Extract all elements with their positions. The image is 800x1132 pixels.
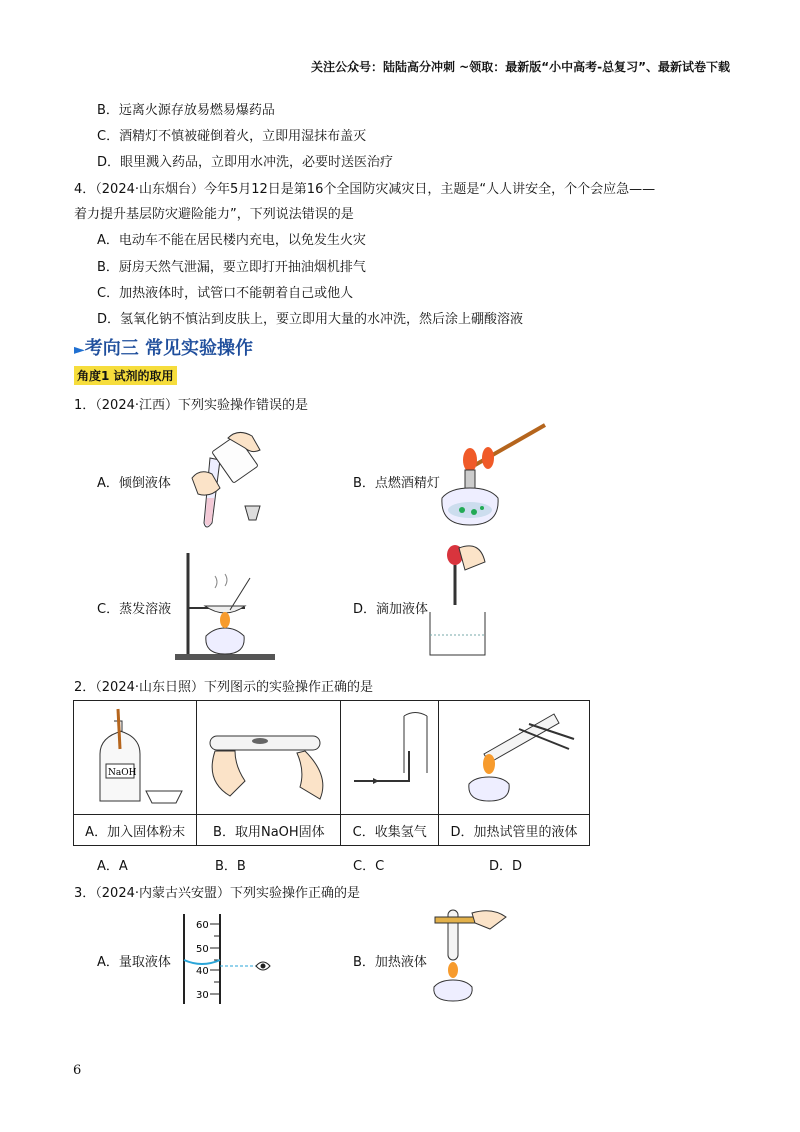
section-arrow-icon: ► <box>74 342 85 358</box>
q3-stem: 3．（2024·内蒙古兴安盟）下列实验操作正确的是 <box>74 886 360 901</box>
tick-30: 30 <box>196 990 209 1001</box>
lighting-alcohol-lamp-illustration <box>430 420 550 530</box>
q4-option-d: D．氢氧化钠不慎沾到皮肤上，要立即用大量的水冲洗，然后涂上硼酸溶液 <box>97 312 524 327</box>
q4-stem-line2: 着力提升基层防灾避险能力”，下列说法错误的是 <box>74 207 354 222</box>
q1-stem: 1．（2024·江西）下列实验操作错误的是 <box>74 398 308 413</box>
dropping-liquid-illustration <box>425 540 505 660</box>
test-tube-hold-illustration <box>205 721 335 801</box>
q2-cell-b-image <box>197 701 341 815</box>
heating-test-tube-illustration <box>459 709 579 809</box>
q1-option-c: C．蒸发溶液 <box>97 602 172 617</box>
q2-choice-c: C．C <box>353 859 385 874</box>
q1-option-a: A．倾倒液体 <box>97 476 171 491</box>
tick-40: 40 <box>196 966 209 977</box>
q2-choice-d: D．D <box>489 859 523 874</box>
q2-cell-a-image <box>74 701 197 815</box>
q4-option-c: C．加热液体时，试管口不能朝着自己或他人 <box>97 286 354 301</box>
q1-option-d: D．滴加液体 <box>353 602 429 617</box>
graduated-cylinder-illustration <box>178 912 278 1007</box>
prev-option-d: D．眼里溅入药品，立即用水冲洗，必要时送医治疗 <box>97 155 394 170</box>
solid-powder-bottle-illustration <box>86 709 186 809</box>
q2-choice-a: A．A <box>97 859 128 874</box>
prev-option-c: C．酒精灯不慎被碰倒着火，立即用湿抹布盖灭 <box>97 129 367 144</box>
page-number: 6 <box>73 1063 82 1078</box>
q2-caption-b: B．取用NaOH固体 <box>197 815 341 846</box>
q3-option-b: B．加热液体 <box>353 955 427 970</box>
gas-collection-illustration <box>349 711 434 806</box>
prev-option-b: B．远离火源存放易燃易爆药品 <box>97 103 275 118</box>
section-title-text: 考向三 常见实验操作 <box>84 338 254 359</box>
q2-choice-b: B．B <box>215 859 246 874</box>
heating-liquid-illustration <box>420 905 510 1005</box>
angle-label: 角度1 试剂的取用 <box>74 366 177 385</box>
tick-50: 50 <box>196 944 209 955</box>
q4-option-a: A．电动车不能在居民楼内充电，以免发生火灾 <box>97 233 366 248</box>
tick-60: 60 <box>196 920 209 931</box>
q2-caption-d: D．加热试管里的液体 <box>438 815 589 846</box>
q2-cell-c-image <box>341 701 438 815</box>
section-title <box>74 334 253 360</box>
q2-figure-table <box>73 700 590 846</box>
q2-caption-c: C．收集氢气 <box>341 815 438 846</box>
q1-option-b: B．点燃酒精灯 <box>353 476 440 491</box>
q2-cell-d-image <box>438 701 589 815</box>
pouring-liquid-illustration <box>190 428 280 533</box>
q2-stem: 2．（2024·山东日照）下列图示的实验操作正确的是 <box>74 680 373 695</box>
evaporation-illustration <box>170 548 290 663</box>
q4-stem-line1: 4．（2024·山东烟台）今年5月12日是第16个全国防灾减灾日，主题是“人人讲安全，个个会应急—— <box>74 182 656 197</box>
q2-caption-a: A．加入固体粉末 <box>74 815 197 846</box>
bottle-label: NaOH <box>108 768 137 778</box>
q4-option-b: B．厨房天然气泄漏，要立即打开抽油烟机排气 <box>97 260 366 275</box>
q3-option-a: A．量取液体 <box>97 955 171 970</box>
page-header: 关注公众号：陆陆高分冲刺 ~领取：最新版“小中高考-总复习”、最新试卷下载 <box>311 60 730 74</box>
